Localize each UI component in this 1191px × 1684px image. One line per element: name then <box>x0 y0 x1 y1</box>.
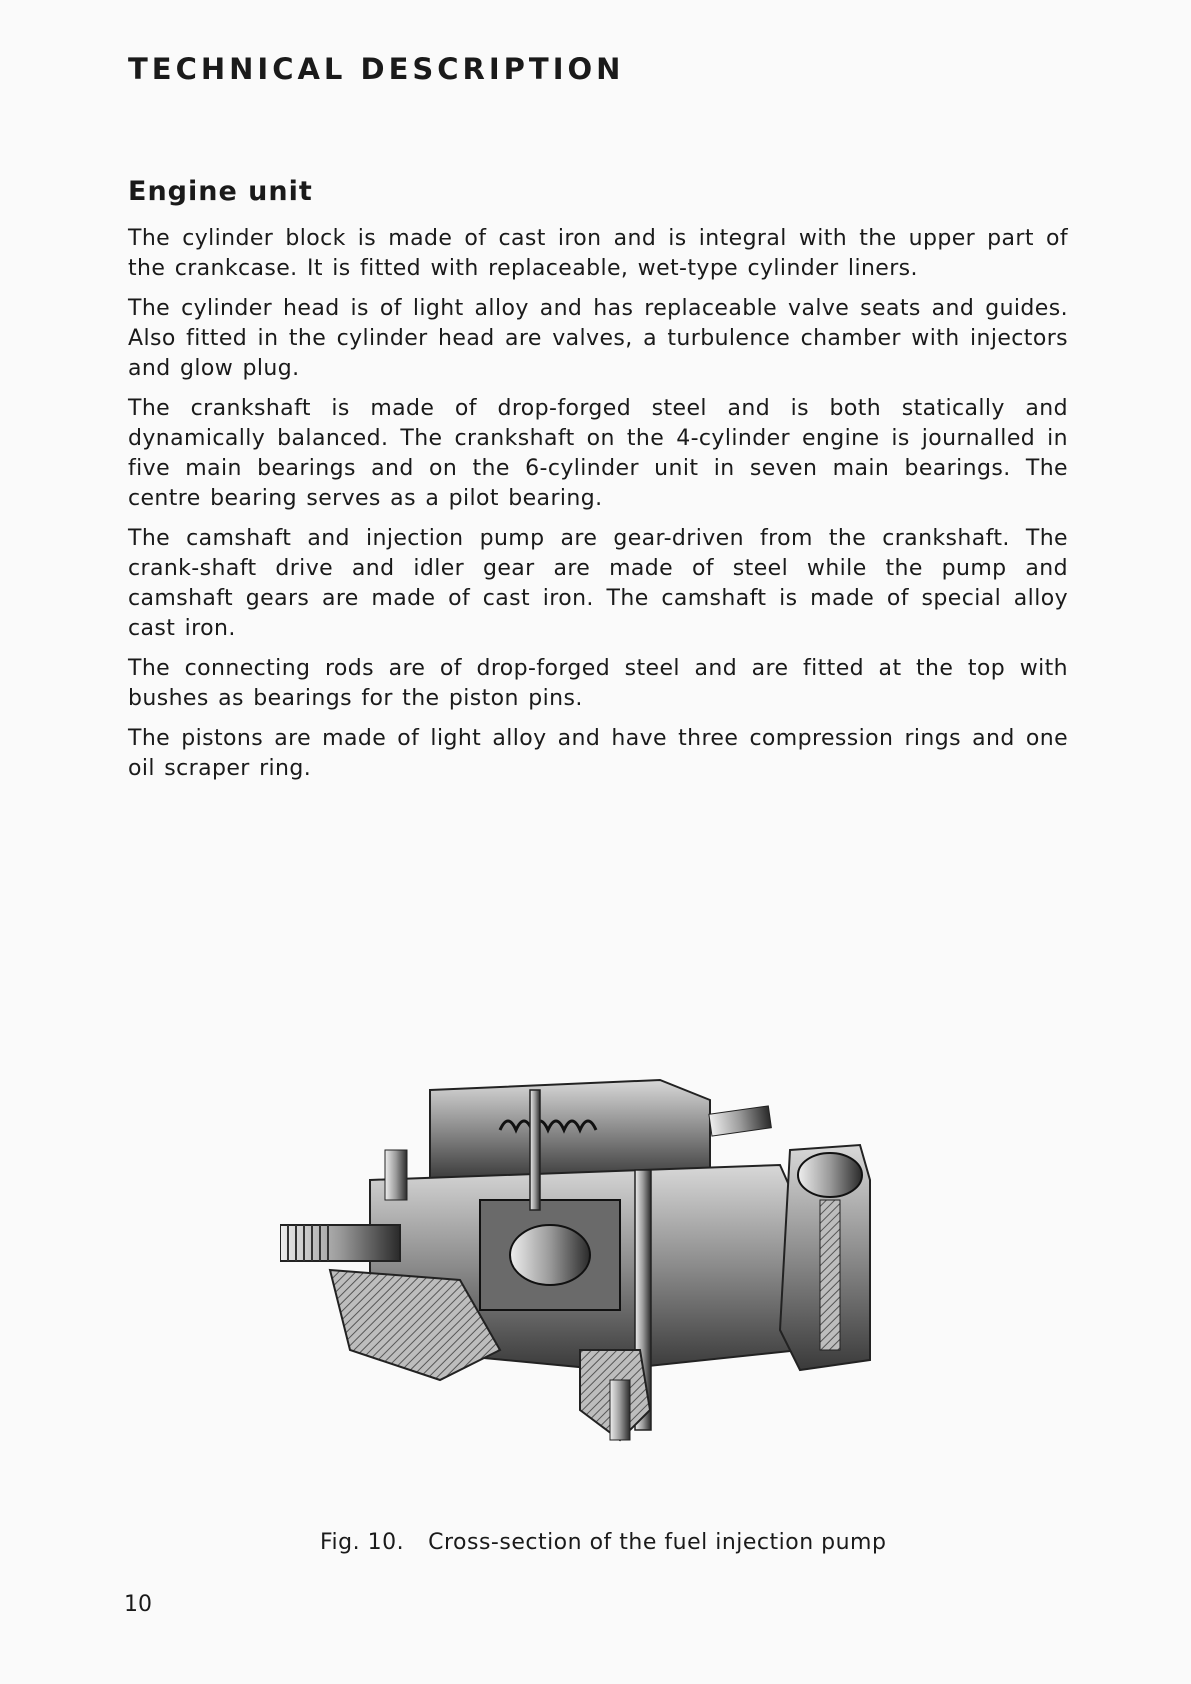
page-title: TECHNICAL DESCRIPTION <box>128 52 625 86</box>
paragraph-cylinder-head: The cylinder head is of light alloy and has replaceable valve seats and guides. Also fitted in the cylinder head are valves, a turbulence chamber with injectors and glow plug. <box>128 296 1068 381</box>
paragraph-pistons: The pistons are made of light alloy and have three compression rings and one oil scraper ring. <box>128 726 1068 781</box>
paragraph-crankshaft: The crankshaft is made of drop-forged steel and is both statically and dynamically balanced. The crankshaft on the 4-cylinder engine is journalled in five main bearings and on the 6-cylinder unit in seven main bearings. The centre bearing serves as a pilot bearing. <box>128 396 1068 511</box>
page-number: 10 <box>124 1592 152 1617</box>
section-heading: Engine unit <box>128 176 313 207</box>
figure-caption <box>320 1530 886 1555</box>
fuel-injection-pump-illustration <box>280 1050 940 1490</box>
figure-number: Fig. 10. <box>320 1530 405 1555</box>
body-text <box>128 224 1068 794</box>
paragraph-connecting-rods: The connecting rods are of drop-forged steel and are fitted at the top with bushes as bearings for the piston pins. <box>128 656 1068 711</box>
paragraph-camshaft: The camshaft and injection pump are gear-driven from the crankshaft. The crank-shaft drive and idler gear are made of steel while the pump and camshaft gears are made of cast iron. The camshaft is made of special alloy cast iron. <box>128 526 1068 641</box>
paragraph-cylinder-block: The cylinder block is made of cast iron and is integral with the upper part of the crankcase. It is fitted with replaceable, wet-type cylinder liners. <box>128 226 1068 281</box>
figure-caption-text: Cross-section of the fuel injection pump <box>428 1530 887 1555</box>
